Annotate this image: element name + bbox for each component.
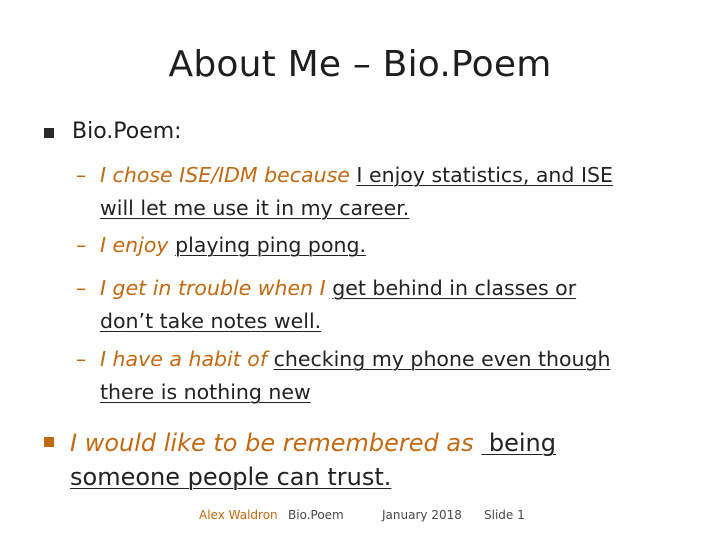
item-answer: I enjoy statistics, and ISE: [356, 163, 613, 187]
remember-answer: being: [481, 429, 556, 457]
remember-prefix: I would like to be remembered as: [70, 429, 474, 457]
item-prefix: I get in trouble when I: [100, 276, 326, 300]
dash-bullet-icon: –: [76, 347, 87, 371]
dash-bullet-icon: –: [76, 163, 87, 187]
square-bullet-icon: [44, 437, 54, 447]
remember-bullet: [44, 426, 684, 494]
square-bullet-icon: [44, 128, 54, 138]
item-answer-continued: there is nothing new: [100, 380, 311, 404]
footer-subject: Bio.Poem: [288, 508, 344, 522]
item-answer: checking my phone even though: [273, 347, 611, 371]
dash-bullet-icon: –: [76, 276, 87, 300]
remember-answer-continued: someone people can trust.: [70, 463, 392, 491]
list-item: [76, 159, 676, 225]
item-prefix: I enjoy: [100, 233, 169, 257]
list-item: [76, 343, 676, 409]
item-answer-continued: don’t take notes well.: [100, 309, 322, 333]
item-prefix: I chose ISE/IDM because: [100, 163, 350, 187]
dash-bullet-icon: –: [76, 233, 87, 257]
footer-author: Alex Waldron: [199, 508, 278, 522]
item-answer-continued: will let me use it in my career.: [100, 196, 410, 220]
item-answer: playing ping pong.: [175, 233, 367, 257]
footer-slide-number: Slide 1: [484, 508, 525, 522]
item-answer: get behind in classes or: [332, 276, 577, 300]
footer-date: January 2018: [382, 508, 462, 522]
bullet-heading-text: Bio.Poem:: [72, 119, 182, 144]
list-item: [76, 272, 676, 338]
slide-title: About Me – Bio.Poem: [168, 44, 552, 85]
list-item: [76, 229, 676, 262]
item-prefix: I have a habit of: [100, 347, 268, 371]
